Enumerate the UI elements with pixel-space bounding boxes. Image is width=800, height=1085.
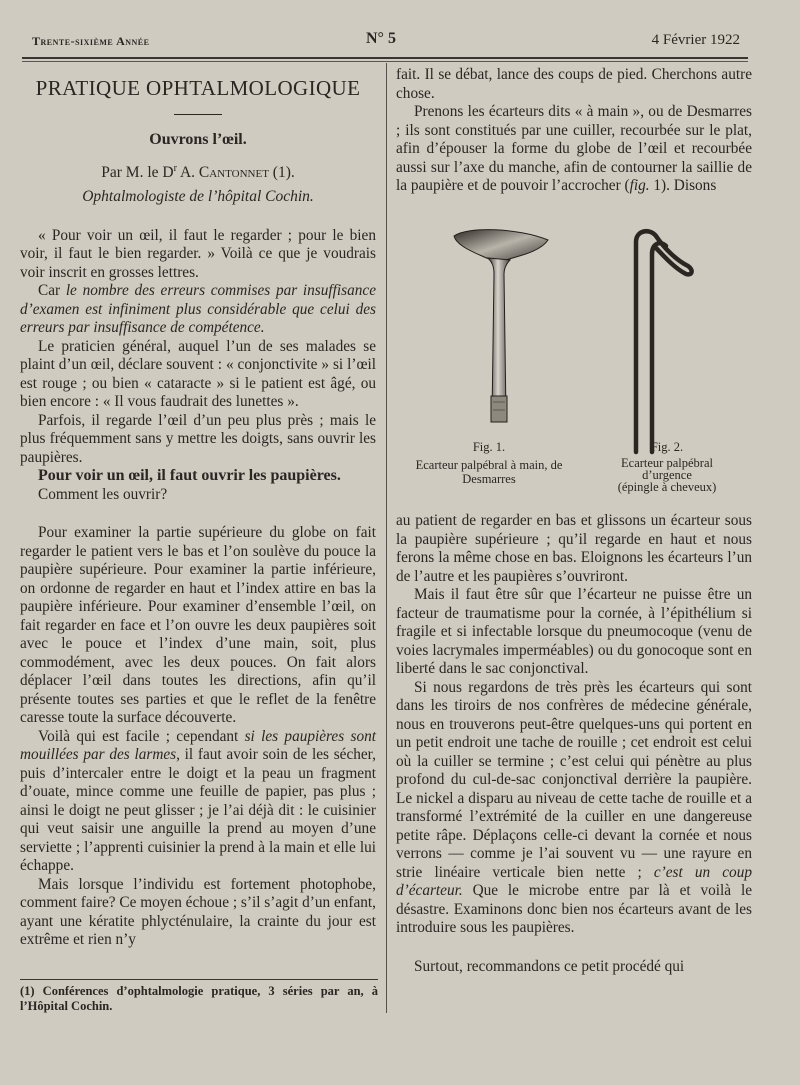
text-run: Car bbox=[38, 282, 66, 300]
paragraph: Surtout, recommandons ce petit procédé qui bbox=[414, 957, 685, 975]
page-header bbox=[18, 30, 746, 52]
text-run: Que le microbe entre par là et voilà le désastre. Examinons donc bien nos écarteurs avant de les introduire sous les paupières. bbox=[396, 882, 752, 936]
fig1-caption: Ecarteur palpébral à main, de Desmarres bbox=[415, 458, 563, 486]
byline-prefix: Par M. le D bbox=[101, 163, 174, 181]
paragraph bbox=[20, 282, 376, 338]
author-name: Cantonnet bbox=[198, 163, 269, 181]
paragraph: au patient de regarder en bas et glissons un écarteur sous la paupière supérieure ; qu’il regarde en haut et nous ferons la même chose en bas. Eloignons les écarteurs l’un de l’autre et les paupières s’ouvriront. bbox=[396, 512, 752, 585]
text-run: il faut avoir soin de les sécher, puis d’intercaler entre le doigt et la peau un fragment d’ouate, mince comme une feuille de papier, pas plus ; ainsi le doigt ne peut glisser ; je l’ai déjà dit : le cuisinier qui veut saisir une anguille la prend au moyen d’une serviette ; l’apprenti cuisinier la prend à la main et elle lui échappe. bbox=[20, 746, 376, 875]
italic-run: si les paupières sont mouillées par des larmes, bbox=[20, 727, 376, 764]
figures-block bbox=[396, 222, 752, 512]
fig2-caption-line3: (épingle à cheveux) bbox=[617, 480, 717, 494]
article-subtitle: Ouvrons l’œil. bbox=[149, 131, 247, 148]
header-volume: Trente-sixième Année bbox=[32, 34, 150, 48]
right-column-bottom bbox=[396, 512, 752, 976]
header-date: 4 Février 1922 bbox=[651, 32, 740, 48]
text-run: Si nous regardons de très près les écarteurs qui sont dans les tiroirs de nos confrères de médecine générale, nous en trouverons peut-être quelques-uns qui portent en un petit endroit une tache de rouille ; cet endroit est celui où la cuiller se termine ; c’est celui qui pénètre au plus profond du cul-de-sac conjonctival derrière la paupière. Le nickel a disparu au niveau de cette tache de rouille et a transformé l’extrémité de la cuiller en une dangereuse petite râpe. Déplaçons celle-ci devant la cornée et nous verrons — comme je l’ai souvent vu — une rayure en strie linéaire verticale bien nette ; bbox=[396, 678, 752, 881]
paragraph: Parfois, il regarde l’œil d’un peu plus près ; mais le plus fréquemment sans y mettre les doigts, sans ouvrir les paupières. bbox=[20, 411, 376, 466]
byline-sup: r bbox=[173, 162, 177, 174]
left-column bbox=[20, 66, 376, 950]
text-run: 1). Disons bbox=[649, 177, 717, 194]
bold-statement: Pour voir un œil, il faut ouvrir les paupières. bbox=[38, 467, 341, 485]
fig2-caption-line1: Ecarteur palpébral bbox=[621, 456, 713, 470]
desmarres-retractor-illustration bbox=[448, 226, 558, 436]
paragraph: « Pour voir un œil, il faut le regarder ; pour le bien voir, il faut le bien regarder. » Voilà ce que je voudrais voir inscrit en grosses lettres. bbox=[20, 226, 376, 281]
paragraph: Mais il faut être sûr que l’écarteur ne puisse être un facteur de traumatisme pour la cornée, à l’épithélium si fragile et si infectable lorsque du pneumocoque (venu de voies lacrymales imperméables) ou du gonocoque sont en liberté dans le sac conjonctival. bbox=[396, 586, 752, 677]
header-issue-number: N° 5 bbox=[366, 30, 396, 47]
title-rule bbox=[174, 114, 222, 115]
header-rule bbox=[22, 57, 748, 59]
fig2-caption-block bbox=[592, 440, 742, 494]
author-affiliation: Ophtalmologiste de l’hôpital Cochin. bbox=[82, 188, 314, 206]
footnote-rule bbox=[20, 979, 378, 980]
fig2-caption-line2: d’urgence bbox=[642, 468, 692, 482]
italic-run: fig. bbox=[629, 177, 650, 194]
column-divider bbox=[386, 63, 387, 1013]
paragraph: Le praticien général, auquel l’un de ses malades se plaint d’un œil, déclare souvent : « conjonctivite » si l’œil est rouge ; ou bien « cataracte » si le patient est âgé, ou bien encore : « Il vous faudrait des lunettes ». bbox=[20, 337, 376, 411]
footnote: (1) Conférences d’ophtalmologie pratique, 3 séries par an, à l’Hôpital Cochin. bbox=[20, 984, 378, 1013]
fig1-label: Fig. 1. bbox=[472, 440, 506, 454]
fig1-caption-block bbox=[414, 440, 564, 486]
paragraph: Comment les ouvrir? bbox=[38, 485, 168, 503]
right-column-top bbox=[396, 66, 752, 196]
italic-run: le nombre des erreurs commises par insuffisance d’examen est infiniment plus considérable que celui des erreurs par insuffisance de compétence. bbox=[20, 282, 376, 337]
text-run: Voilà qui est facile ; cependant bbox=[38, 727, 245, 745]
byline-suffix: (1). bbox=[268, 163, 295, 181]
paragraph bbox=[20, 728, 376, 876]
fig2-label: Fig. 2. bbox=[650, 440, 684, 454]
paragraph bbox=[396, 679, 752, 938]
paragraph: Pour examiner la partie supérieure du globe on fait regarder le patient vers le bas et l’on soulève du pouce la paupière supérieure. Pour examiner la partie inférieure, on ordonne de regarder en haut et l’index attire en bas la paupière inférieure. Pour examiner d’ensemble l’œil, on fait regarder en face et l’on ouvre les deux paupières soit avec le pouce et l’index d’une main, soit, plus commodément, avec les deux pouces. On fait alors déplacer l’œil dans toutes les directions, afin qu’il présente toutes ses parties et que le reflet de la fenêtre caresse toute la surface découverte. bbox=[20, 524, 376, 727]
section-title: PRATIQUE OPHTALMOLOGIQUE bbox=[35, 76, 361, 100]
text-run: Prenons les écarteurs dits « à main », ou de Desmarres ; ils sont constitués par une cuiller, recourbée sur le plat, afin d’épouser la forme du globe de l’œil et recourbée aussi sur l’axe du manche, afin de contourner la saillie de la paupière et de pouvoir l’accrocher ( bbox=[396, 103, 752, 194]
article-byline bbox=[20, 160, 376, 183]
paragraph: Mais lorsque l’individu est fortement photophobe, comment faire? Ce moyen échoue ; s’il s’agit d’un enfant, ayant une kératite phlycténulaire, la crainte du jour est extrême et rien n’y bbox=[20, 875, 376, 949]
italic-run: c’est un coup d’écarteur. bbox=[396, 863, 752, 899]
paragraph bbox=[396, 103, 752, 196]
header-rule-thin bbox=[22, 61, 748, 62]
hairpin-retractor-illustration bbox=[622, 226, 702, 458]
byline-initial: A. bbox=[176, 163, 199, 181]
paragraph: fait. Il se débat, lance des coups de pied. Cherchons autre chose. bbox=[396, 66, 752, 102]
